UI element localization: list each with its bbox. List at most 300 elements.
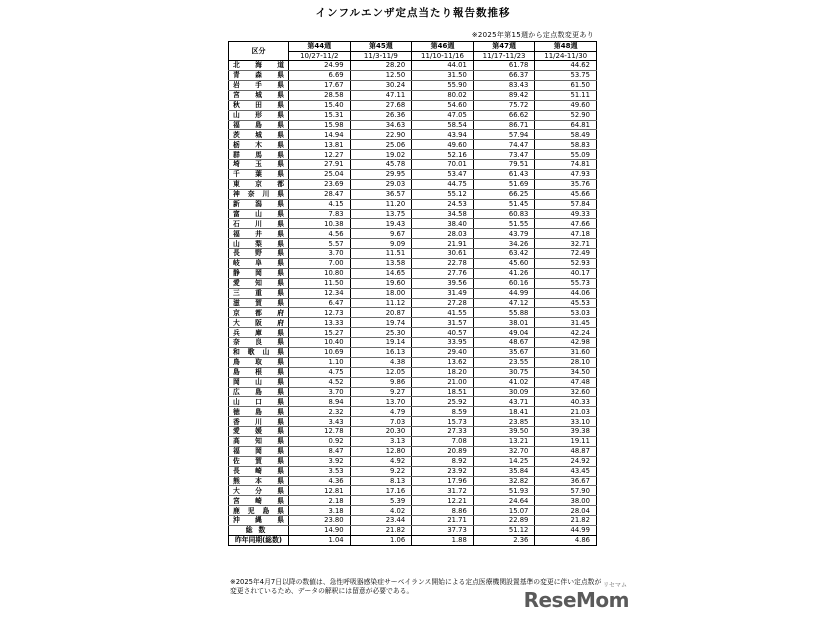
cell-value: 8.13 — [350, 476, 412, 486]
cell-value: 12.80 — [350, 446, 412, 456]
cell-value: 40.57 — [412, 328, 474, 338]
cell-value: 4.86 — [535, 535, 597, 545]
cell-value: 12.27 — [289, 150, 351, 160]
date-range-header: 10/27-11/2 — [289, 51, 351, 61]
cell-value: 28.04 — [535, 506, 597, 516]
cell-value: 12.50 — [350, 71, 412, 81]
cell-value: 9.86 — [350, 377, 412, 387]
cell-value: 53.03 — [535, 308, 597, 318]
cell-value: 41.26 — [473, 268, 535, 278]
cell-value: 17.67 — [289, 80, 351, 90]
cell-value: 23.80 — [289, 516, 351, 526]
cell-value: 79.51 — [473, 160, 535, 170]
cell-value: 15.73 — [412, 417, 474, 427]
cell-value: 31.60 — [535, 348, 597, 358]
cell-value: 18.00 — [350, 288, 412, 298]
cell-value: 25.30 — [350, 328, 412, 338]
region-name: 熊本県 — [229, 476, 289, 486]
cell-value: 3.70 — [289, 387, 351, 397]
cell-value: 34.50 — [535, 367, 597, 377]
cell-value: 58.54 — [412, 120, 474, 130]
cell-value: 20.87 — [350, 308, 412, 318]
cell-value: 47.93 — [535, 169, 597, 179]
cell-value: 49.60 — [535, 100, 597, 110]
region-name: 滋賀県 — [229, 298, 289, 308]
cell-value: 51.11 — [535, 90, 597, 100]
cell-value: 3.13 — [350, 437, 412, 447]
table-row — [229, 239, 597, 249]
cell-value: 11.20 — [350, 199, 412, 209]
cell-value: 58.49 — [535, 130, 597, 140]
region-name: 大分県 — [229, 486, 289, 496]
cell-value: 33.10 — [535, 417, 597, 427]
cell-value: 11.50 — [289, 278, 351, 288]
region-name: 徳島県 — [229, 407, 289, 417]
table-row — [229, 100, 597, 110]
cell-value: 45.78 — [350, 160, 412, 170]
cell-value: 74.81 — [535, 160, 597, 170]
date-range-header: 11/24-11/30 — [535, 51, 597, 61]
cell-value: 10.69 — [289, 348, 351, 358]
cell-value: 57.94 — [473, 130, 535, 140]
cell-value: 47.12 — [473, 298, 535, 308]
cell-value: 3.92 — [289, 456, 351, 466]
table-row — [229, 229, 597, 239]
cell-value: 28.47 — [289, 189, 351, 199]
cell-value: 1.10 — [289, 357, 351, 367]
cell-value: 7.83 — [289, 209, 351, 219]
region-name: 福島県 — [229, 120, 289, 130]
region-name: 北海道 — [229, 61, 289, 71]
table-row — [229, 278, 597, 288]
cell-value: 63.42 — [473, 249, 535, 259]
cell-value: 72.49 — [535, 249, 597, 259]
cell-value: 6.69 — [289, 71, 351, 81]
cell-value: 32.71 — [535, 239, 597, 249]
cell-value: 28.10 — [535, 357, 597, 367]
cell-value: 54.60 — [412, 100, 474, 110]
region-name: 宮崎県 — [229, 496, 289, 506]
cell-value: 32.70 — [473, 446, 535, 456]
cell-value: 35.84 — [473, 466, 535, 476]
cell-value: 44.99 — [473, 288, 535, 298]
region-name: 総数 — [229, 526, 289, 536]
cell-value: 66.62 — [473, 110, 535, 120]
cell-value: 38.00 — [535, 496, 597, 506]
cell-value: 44.06 — [535, 288, 597, 298]
week-header: 第46週 — [412, 42, 474, 52]
region-name: 鳥取県 — [229, 357, 289, 367]
region-name: 栃木県 — [229, 140, 289, 150]
table-row — [229, 437, 597, 447]
cell-value: 35.76 — [535, 179, 597, 189]
cell-value: 0.92 — [289, 437, 351, 447]
cell-value: 58.83 — [535, 140, 597, 150]
cell-value: 23.55 — [473, 357, 535, 367]
region-name: 福岡県 — [229, 446, 289, 456]
cell-value: 9.27 — [350, 387, 412, 397]
cell-value: 15.27 — [289, 328, 351, 338]
cell-value: 40.17 — [535, 268, 597, 278]
region-name: 岡山県 — [229, 377, 289, 387]
definition-change-note: ※2025年第15週から定点数変更あり — [471, 31, 594, 39]
cell-value: 2.36 — [473, 535, 535, 545]
table-row — [229, 496, 597, 506]
table-row — [229, 318, 597, 328]
week-header: 第47週 — [473, 42, 535, 52]
cell-value: 4.79 — [350, 407, 412, 417]
cell-value: 5.57 — [289, 239, 351, 249]
cell-value: 8.94 — [289, 397, 351, 407]
cell-value: 21.82 — [535, 516, 597, 526]
cell-value: 8.47 — [289, 446, 351, 456]
table-row — [229, 61, 597, 71]
cell-value: 1.06 — [350, 535, 412, 545]
region-name: 茨城県 — [229, 130, 289, 140]
cell-value: 49.04 — [473, 328, 535, 338]
cell-value: 36.67 — [535, 476, 597, 486]
cell-value: 44.01 — [412, 61, 474, 71]
cell-value: 4.92 — [350, 456, 412, 466]
cell-value: 44.62 — [535, 61, 597, 71]
cell-value: 23.85 — [473, 417, 535, 427]
cell-value: 12.34 — [289, 288, 351, 298]
cell-value: 13.81 — [289, 140, 351, 150]
cell-value: 35.67 — [473, 348, 535, 358]
cell-value: 19.74 — [350, 318, 412, 328]
region-name: 山口県 — [229, 397, 289, 407]
cell-value: 4.36 — [289, 476, 351, 486]
region-name: 愛知県 — [229, 278, 289, 288]
table-row — [229, 298, 597, 308]
region-name: 千葉県 — [229, 169, 289, 179]
cell-value: 38.40 — [412, 219, 474, 229]
cell-value: 13.75 — [350, 209, 412, 219]
cell-value: 23.44 — [350, 516, 412, 526]
table-row — [229, 249, 597, 259]
region-name: 岩手県 — [229, 80, 289, 90]
cell-value: 3.53 — [289, 466, 351, 476]
cell-value: 21.82 — [350, 526, 412, 536]
cell-value: 13.33 — [289, 318, 351, 328]
table-row — [229, 179, 597, 189]
cell-value: 4.02 — [350, 506, 412, 516]
cell-value: 86.71 — [473, 120, 535, 130]
cell-value: 17.96 — [412, 476, 474, 486]
cell-value: 64.81 — [535, 120, 597, 130]
logo-subtitle: リセマム — [603, 582, 627, 589]
cell-value: 7.08 — [412, 437, 474, 447]
region-name: 大阪府 — [229, 318, 289, 328]
cell-value: 11.51 — [350, 249, 412, 259]
cell-value: 19.02 — [350, 150, 412, 160]
cell-value: 12.78 — [289, 427, 351, 437]
cell-value: 15.98 — [289, 120, 351, 130]
cell-value: 28.20 — [350, 61, 412, 71]
region-name: 高知県 — [229, 437, 289, 447]
cell-value: 8.86 — [412, 506, 474, 516]
cell-value: 31.49 — [412, 288, 474, 298]
date-range-header: 11/10-11/16 — [412, 51, 474, 61]
region-name: 沖縄県 — [229, 516, 289, 526]
cell-value: 41.55 — [412, 308, 474, 318]
cell-value: 13.58 — [350, 259, 412, 269]
region-name: 広島県 — [229, 387, 289, 397]
region-name: 石川県 — [229, 219, 289, 229]
region-name: 東京都 — [229, 179, 289, 189]
cell-value: 43.71 — [473, 397, 535, 407]
cell-value: 12.73 — [289, 308, 351, 318]
cell-value: 61.43 — [473, 169, 535, 179]
resemom-logo: ReseMom — [523, 588, 629, 612]
cell-value: 48.67 — [473, 338, 535, 348]
cell-value: 51.12 — [473, 526, 535, 536]
cell-value: 19.43 — [350, 219, 412, 229]
cell-value: 49.60 — [412, 140, 474, 150]
cell-value: 74.47 — [473, 140, 535, 150]
cell-value: 28.58 — [289, 90, 351, 100]
region-name: 富山県 — [229, 209, 289, 219]
cell-value: 25.06 — [350, 140, 412, 150]
cell-value: 19.60 — [350, 278, 412, 288]
page-title: インフルエンザ定点当たり報告数推移 — [315, 7, 511, 19]
cell-value: 60.83 — [473, 209, 535, 219]
cell-value: 31.50 — [412, 71, 474, 81]
cell-value: 17.16 — [350, 486, 412, 496]
cell-value: 30.24 — [350, 80, 412, 90]
cell-value: 55.90 — [412, 80, 474, 90]
cell-value: 4.52 — [289, 377, 351, 387]
cell-value: 1.04 — [289, 535, 351, 545]
cell-value: 42.98 — [535, 338, 597, 348]
cell-value: 52.93 — [535, 259, 597, 269]
cell-value: 9.67 — [350, 229, 412, 239]
table-row — [229, 407, 597, 417]
region-name: 鹿児島県 — [229, 506, 289, 516]
cell-value: 57.90 — [535, 486, 597, 496]
region-name: 香川県 — [229, 417, 289, 427]
cell-value: 7.00 — [289, 259, 351, 269]
cell-value: 27.76 — [412, 268, 474, 278]
table-row — [229, 259, 597, 269]
cell-value: 26.36 — [350, 110, 412, 120]
cell-value: 15.40 — [289, 100, 351, 110]
region-name: 秋田県 — [229, 100, 289, 110]
cell-value: 30.75 — [473, 367, 535, 377]
cell-value: 32.60 — [535, 387, 597, 397]
cell-value: 52.16 — [412, 150, 474, 160]
table-row — [229, 219, 597, 229]
table-row — [229, 150, 597, 160]
cell-value: 15.07 — [473, 506, 535, 516]
region-name: 山梨県 — [229, 239, 289, 249]
cell-value: 19.11 — [535, 437, 597, 447]
cell-value: 55.09 — [535, 150, 597, 160]
region-name: 群馬県 — [229, 150, 289, 160]
cell-value: 21.71 — [412, 516, 474, 526]
cell-value: 31.45 — [535, 318, 597, 328]
region-name: 京都府 — [229, 308, 289, 318]
cell-value: 22.90 — [350, 130, 412, 140]
cell-value: 47.48 — [535, 377, 597, 387]
table-row — [229, 80, 597, 90]
region-name: 山形県 — [229, 110, 289, 120]
cell-value: 44.99 — [535, 526, 597, 536]
cell-value: 32.82 — [473, 476, 535, 486]
table-row — [229, 120, 597, 130]
cell-value: 1.88 — [412, 535, 474, 545]
cell-value: 24.99 — [289, 61, 351, 71]
region-name: 長野県 — [229, 249, 289, 259]
table-row — [229, 506, 597, 516]
cell-value: 51.69 — [473, 179, 535, 189]
cell-value: 53.75 — [535, 71, 597, 81]
cell-value: 23.69 — [289, 179, 351, 189]
table-row — [229, 110, 597, 120]
table-row — [229, 456, 597, 466]
cell-value: 3.70 — [289, 249, 351, 259]
table-row — [229, 328, 597, 338]
cell-value: 27.33 — [412, 427, 474, 437]
cell-value: 24.53 — [412, 199, 474, 209]
cell-value: 23.92 — [412, 466, 474, 476]
cell-value: 55.73 — [535, 278, 597, 288]
cell-value: 57.84 — [535, 199, 597, 209]
cell-value: 12.05 — [350, 367, 412, 377]
table-row — [229, 338, 597, 348]
cell-value: 24.92 — [535, 456, 597, 466]
table-row — [229, 90, 597, 100]
last-year-row — [229, 535, 597, 545]
table-row — [229, 288, 597, 298]
cell-value: 25.04 — [289, 169, 351, 179]
cell-value: 66.25 — [473, 189, 535, 199]
region-name: 福井県 — [229, 229, 289, 239]
cell-value: 4.15 — [289, 199, 351, 209]
footnote-line: ※2025年4月7日以降の数値は、急性呼吸器感染症サーベイランス開始による定点医療機関設置基準の変更に伴い定点数が — [230, 578, 602, 586]
cell-value: 4.38 — [350, 357, 412, 367]
cell-value: 21.03 — [535, 407, 597, 417]
cell-value: 29.40 — [412, 348, 474, 358]
table-row — [229, 130, 597, 140]
cell-value: 34.26 — [473, 239, 535, 249]
footnote-line: 変更されているため、データの解釈には留意が必要である。 — [230, 587, 414, 595]
cell-value: 66.37 — [473, 71, 535, 81]
cell-value: 55.12 — [412, 189, 474, 199]
table-row — [229, 268, 597, 278]
header-row-weeks — [229, 42, 597, 52]
cell-value: 83.43 — [473, 80, 535, 90]
cell-value: 11.12 — [350, 298, 412, 308]
cell-value: 45.60 — [473, 259, 535, 269]
cell-value: 47.11 — [350, 90, 412, 100]
cell-value: 70.01 — [412, 160, 474, 170]
cell-value: 52.90 — [535, 110, 597, 120]
cell-value: 51.45 — [473, 199, 535, 209]
cell-value: 55.88 — [473, 308, 535, 318]
cell-value: 10.80 — [289, 268, 351, 278]
cell-value: 15.31 — [289, 110, 351, 120]
region-name: 奈良県 — [229, 338, 289, 348]
cell-value: 13.70 — [350, 397, 412, 407]
region-name: 兵庫県 — [229, 328, 289, 338]
cell-value: 43.45 — [535, 466, 597, 476]
cell-value: 49.33 — [535, 209, 597, 219]
cell-value: 27.28 — [412, 298, 474, 308]
region-name: 埼玉県 — [229, 160, 289, 170]
week-header: 第48週 — [535, 42, 597, 52]
date-range-header: 11/17-11/23 — [473, 51, 535, 61]
region-name: 三重県 — [229, 288, 289, 298]
cell-value: 80.02 — [412, 90, 474, 100]
region-name: 昨年同期(総数) — [229, 535, 289, 545]
cell-value: 31.72 — [412, 486, 474, 496]
date-range-header: 11/3-11/9 — [350, 51, 412, 61]
cell-value: 47.66 — [535, 219, 597, 229]
cell-value: 61.50 — [535, 80, 597, 90]
cell-value: 14.90 — [289, 526, 351, 536]
table-row — [229, 367, 597, 377]
cell-value: 16.13 — [350, 348, 412, 358]
region-name: 岐阜県 — [229, 259, 289, 269]
cell-value: 2.32 — [289, 407, 351, 417]
cell-value: 42.24 — [535, 328, 597, 338]
cell-value: 22.89 — [473, 516, 535, 526]
cell-value: 29.95 — [350, 169, 412, 179]
cell-value: 12.21 — [412, 496, 474, 506]
region-name: 佐賀県 — [229, 456, 289, 466]
cell-value: 27.68 — [350, 100, 412, 110]
table-row — [229, 377, 597, 387]
table-row — [229, 417, 597, 427]
cell-value: 7.03 — [350, 417, 412, 427]
cell-value: 9.22 — [350, 466, 412, 476]
table-row — [229, 189, 597, 199]
cell-value: 18.20 — [412, 367, 474, 377]
table-row — [229, 486, 597, 496]
cell-value: 13.62 — [412, 357, 474, 367]
cell-value: 51.55 — [473, 219, 535, 229]
total-row — [229, 526, 597, 536]
cell-value: 10.40 — [289, 338, 351, 348]
table-row — [229, 516, 597, 526]
region-name: 愛媛県 — [229, 427, 289, 437]
table-row — [229, 446, 597, 456]
table-row — [229, 71, 597, 81]
cell-value: 39.50 — [473, 427, 535, 437]
cell-value: 12.81 — [289, 486, 351, 496]
cell-value: 89.42 — [473, 90, 535, 100]
cell-value: 47.05 — [412, 110, 474, 120]
region-name: 神奈川県 — [229, 189, 289, 199]
cell-value: 4.75 — [289, 367, 351, 377]
cell-value: 44.75 — [412, 179, 474, 189]
table-row — [229, 169, 597, 179]
cell-value: 31.57 — [412, 318, 474, 328]
cell-value: 61.78 — [473, 61, 535, 71]
region-header: 区分 — [229, 42, 289, 61]
cell-value: 73.47 — [473, 150, 535, 160]
table-row — [229, 348, 597, 358]
cell-value: 10.38 — [289, 219, 351, 229]
cell-value: 14.25 — [473, 456, 535, 466]
cell-value: 38.01 — [473, 318, 535, 328]
cell-value: 27.91 — [289, 160, 351, 170]
cell-value: 37.73 — [412, 526, 474, 536]
cell-value: 19.14 — [350, 338, 412, 348]
region-name: 和歌山県 — [229, 348, 289, 358]
region-name: 長崎県 — [229, 466, 289, 476]
